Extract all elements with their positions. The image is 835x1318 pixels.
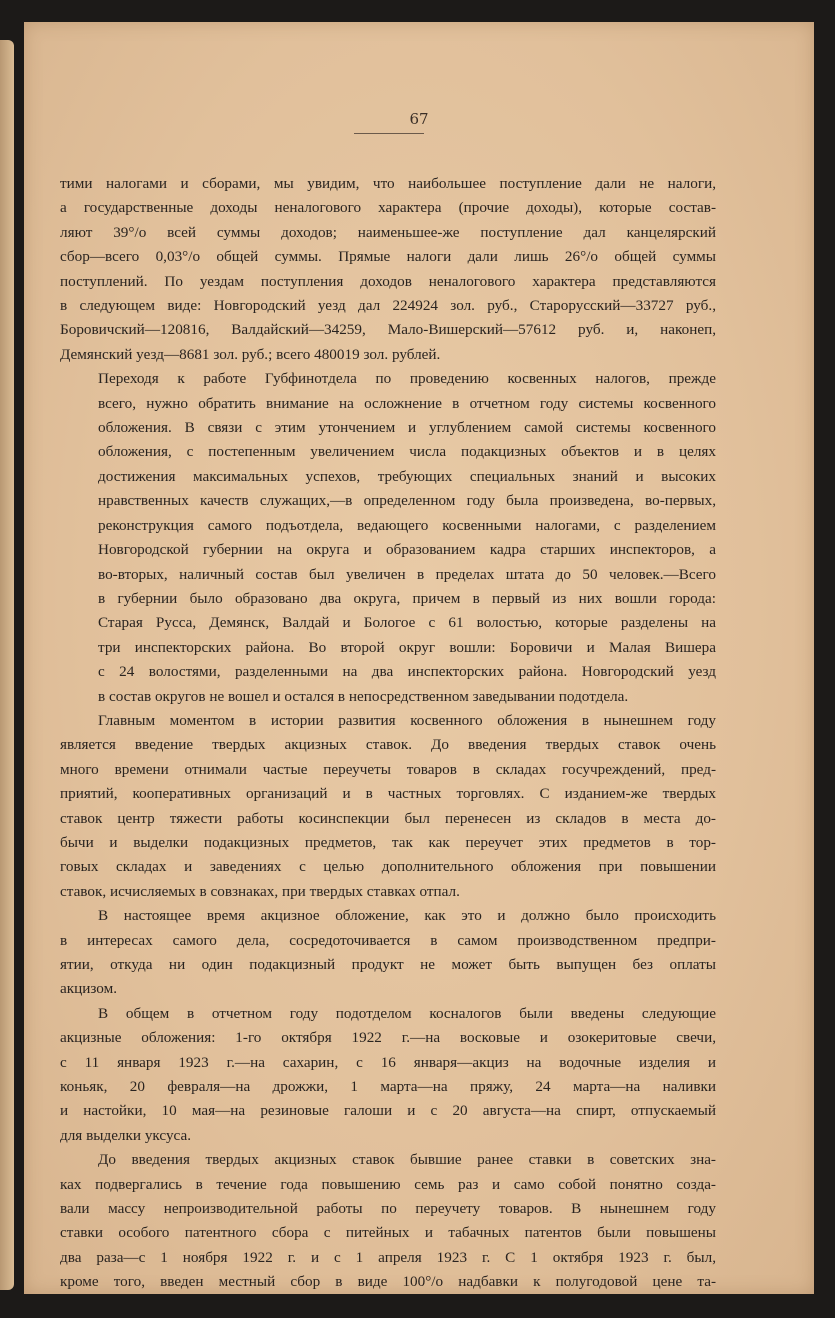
text-line: ставок центр тяжести работы косинспекции был перенесен из складов в места до- xyxy=(60,809,716,827)
text-line: во-вторых, наличный состав был увеличен в пределах штата до 50 человек.—Всего xyxy=(98,565,716,583)
paragraph-4 xyxy=(60,904,716,1002)
text-line: достижения максимальных успехов, требующих специальных знаний и высоких xyxy=(98,467,716,485)
text-line: коньяк, 20 февраля—на дрожжи, 1 марта—на пряжу, 24 марта—на наливки xyxy=(60,1078,716,1096)
text-line: бычи и выделки подакцизных предметов, так как переучет этих предметов в тор- xyxy=(60,833,716,851)
text-line: в интересах самого дела, сосредоточивается в самом производственном предпри- xyxy=(60,931,716,949)
paragraph-3 xyxy=(60,709,716,904)
text-line: а государственные доходы неналогового характера (прочие доходы), которые состав- xyxy=(60,199,716,217)
text-line: акцизом. xyxy=(60,980,117,998)
text-line: два раза—с 1 ноября 1922 г. и с 1 апреля 1923 г. С 1 октября 1923 г. был, xyxy=(60,1248,716,1266)
paragraph-1 xyxy=(60,172,716,367)
text-line: Переходя к работе Губфинотдела по проведению косвенных налогов, прежде xyxy=(98,370,716,388)
text-line: Главным моментом в истории развития косвенного обложения в нынешнем году xyxy=(98,711,716,729)
text-line: ятии, откуда ни один подакцизный продукт не может быть выпущен без оплаты xyxy=(60,956,716,973)
text-line: всего, нужно обратить внимание на осложнение в отчетном году системы косвенного xyxy=(98,394,716,412)
text-line: нравственных качеств служащих,—в определенном году была произведена, во-первых, xyxy=(98,492,716,510)
paragraph-6 xyxy=(60,1148,716,1294)
text-line: тими налогами и сборами, мы увидим, что наибольшее поступление дали не налоги, xyxy=(60,175,716,192)
page-number: 67 xyxy=(409,110,429,128)
text-line: До введения твердых акцизных ставок бывшие ранее ставки в советских зна- xyxy=(98,1151,716,1169)
text-line: ставок, исчисляемых в совзнаках, при твердых ставках отпал. xyxy=(60,882,460,900)
text-line: акцизные обложения: 1-го октября 1922 г.—на восковые и озокеритовые свечи, xyxy=(60,1029,716,1047)
paragraph-2 xyxy=(60,367,716,709)
text-line: обложения, с постепенным увеличением числа подакцизных объектов и в целях xyxy=(98,443,716,461)
page-number-rule xyxy=(354,133,424,134)
text-line: ставки особого патентного сбора с питейных и табачных патентов были повышены xyxy=(60,1224,716,1242)
text-line: Боровичский—120816, Валдайский—34259, Мало-Вишерский—57612 руб. и, наконеп, xyxy=(60,321,716,339)
text-line: является введение твердых акцизных ставок. До введения твердых ставок очень xyxy=(60,736,716,754)
text-line: ляют 39°/о всей суммы доходов; наименьшее-же поступление дал канцелярский xyxy=(60,223,716,241)
text-line: много времени отнимали частые переучеты товаров в складах госучреждений, пред- xyxy=(60,760,716,778)
text-line: ках подвергались в течение года повышению семь раз и само собой понятно созда- xyxy=(60,1175,716,1193)
text-line: приятий, кооперативных организаций и в частных торговлях. С изданием-же твердых xyxy=(60,785,716,803)
text-line: с 24 волостями, разделенными на два инспекторских района. Новгородский уезд xyxy=(98,663,716,681)
text-line: с 11 января 1923 г.—на сахарин, с 16 января—акциз на водочные изделия и xyxy=(60,1053,716,1071)
text-line: в следующем виде: Новгородский уезд дал 224924 зол. руб., Старорусский—33727 руб., xyxy=(60,297,716,315)
body-text xyxy=(60,172,716,1295)
book-page xyxy=(24,22,814,1294)
text-line: Старая Русса, Демянск, Валдай и Бологое с 61 волостью, которые разделены на xyxy=(98,614,716,632)
text-line: обложения. В связи с этим утончением и углублением самой системы косвенного xyxy=(98,419,716,437)
text-line: В настоящее время акцизное обложение, как это и должно было происходить xyxy=(98,907,716,925)
text-line: вали массу непроизводительной работы по переучету товаров. В нынешнем году xyxy=(60,1200,716,1218)
text-line: реконструкция самого подъотдела, ведающего косвенными налогами, с разделением xyxy=(98,516,716,534)
text-line: три инспекторских района. Во второй округ вошли: Боровичи и Малая Вишера xyxy=(98,638,716,656)
text-line: В общем в отчетном году подотделом косналогов были введены следующие xyxy=(98,1004,716,1022)
paragraph-5 xyxy=(60,1002,716,1148)
text-line: в губернии было образовано два округа, причем в первый из них вошли города: xyxy=(98,589,716,607)
text-line: Демянский уезд—8681 зол. руб.; всего 480019 зол. рублей. xyxy=(60,345,441,363)
text-line: поступлений. По уездам поступления доходов неналогового характера представляются xyxy=(60,272,716,290)
text-line: в состав округов не вошел и остался в непосредственном заведывании подотдела. xyxy=(98,687,629,705)
previous-page-edge xyxy=(0,40,14,1290)
text-line: и настойки, 10 мая—на резиновые галоши и с 20 августа—на спирт, отпускаемый xyxy=(60,1102,716,1120)
text-line: сбор—всего 0,03°/о общей суммы. Прямые налоги дали лишь 26°/о общей суммы xyxy=(60,248,716,266)
text-line: Новгородской губернии на округа и образованием кадра старших инспекторов, а xyxy=(98,541,716,559)
text-line: для выделки уксуса. xyxy=(60,1126,192,1144)
text-line: кроме того, введен местный сбор в виде 100°/о надбавки к полугодовой цене та- xyxy=(60,1273,716,1291)
text-line: говых складах и заведениях с целью дополнительного обложения при повышении xyxy=(60,858,716,876)
